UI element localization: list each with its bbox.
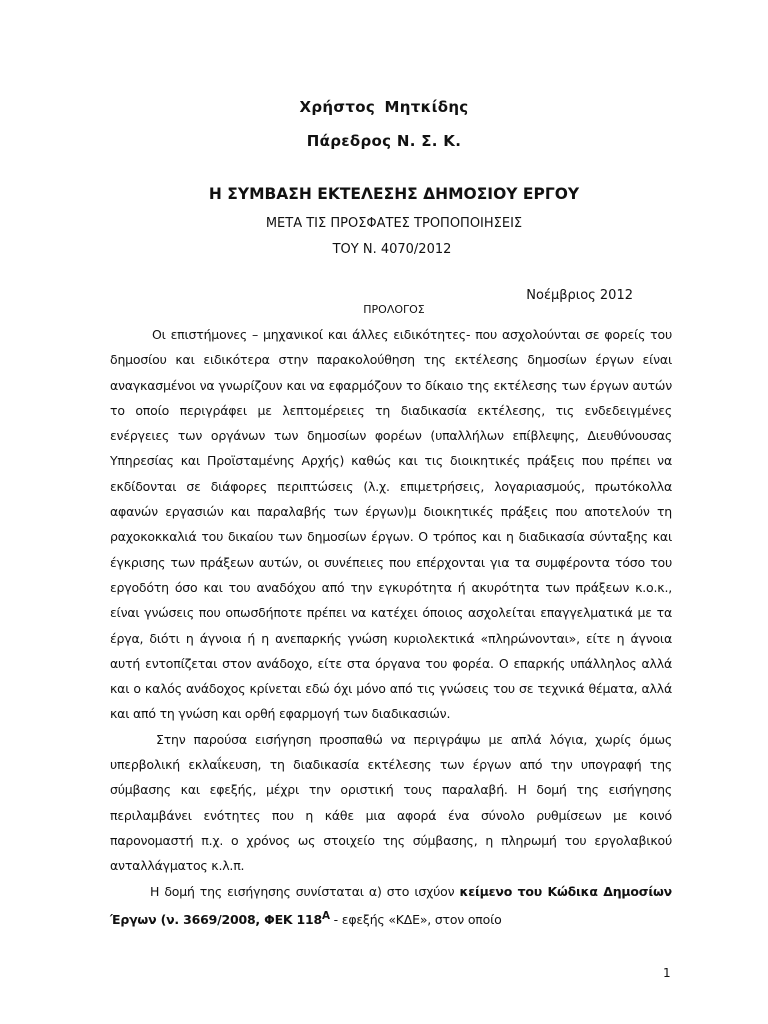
paragraph-1: Οι επιστήμονες – μηχανικοί και άλλες ειδικότητες- που ασχολούνται σε φορείς του δημοσίου και ειδικότερα στην παρακολούθηση της εκτέλεσης δημοσίων έργων είναι αναγκασμένοι να γνωρίζουν και να εφαρμόζουν το δίκαιο της εκτέλεσης των έργων αυτών το οποίο περιγράφει με λεπτομέρειες τη διαδικασία εκτέλεσης, τις ενδεδειγμένες ενέργειες των οργάνων των δημοσίων φορέων (υπαλλήλων επίβλεψης, Διευθύνουσας Υπηρεσίας και Προϊσταμένης Αρχής) καθώς και τις διοικητικές πράξεις που πρέπει να εκδίδονται σε διάφορες περιπτώσεις (λ.χ. επιμετρήσεις, λογαριασμούς, πρωτόκολλα αφανών εργασιών και παραλαβής των έργων)μ διοικητικές πράξεις που αποτελούν τη ραχοκοκκαλιά του δικαίου των δημοσίων έργων. Ο τρόπος και η διαδικασία σύνταξης και έγκρισης των πράξεων αυτών, οι συνέπειες που επέρχονται για τα συμφέροντα τόσο του εργοδότη όσο και του αναδόχου από την εγκυρότητα ή ακυρότητα των πράξεων κ.ο.κ., είναι γνώσεις που οπωσδήποτε πρέπει να κατέχει όποιος ασχολείται επαγγελματικά με τα έργα, διότι η άγνοια ή η ανεπαρκής γνώση κυριολεκτικά «πληρώνονται», είτε η άγνοια αυτή εντοπίζεται στον ανάδοχο, είτε στα όργανα του φορέα. Ο επαρκής υπάλληλος αλλά και ο καλός ανάδοχος κρίνεται εδώ όχι μόνο από τις γνώσεις του σε τεχνικά θέματα, αλλά και από τη γνώση και ορθή εφαρμογή των διαδικασιών.: [110, 327, 672, 722]
page-number: 1: [663, 966, 671, 980]
document-date: Νοέμβριος 2012: [526, 288, 633, 303]
document-subtitle-law: ΤΟΥ Ν. 4070/2012: [332, 242, 452, 257]
code-reference: κείμενο του Κώδικα Δημοσίων Έργων (ν. 3669/2008, ΦΕΚ 118: [110, 883, 672, 927]
gazette-superscript: Α: [322, 909, 330, 922]
paragraph-3-start: Η δομή της εισήγησης συνίσταται α) στο ισχύον: [150, 883, 460, 899]
section-heading: ΠΡΟΛΟΓΟΣ: [363, 303, 425, 316]
paragraph-3-end: - εφεξής «ΚΔΕ», στον οποίο: [329, 911, 502, 927]
author-position: Πάρεδρος Ν. Σ. Κ.: [306, 132, 462, 150]
paragraph-3: [110, 879, 672, 933]
author-name: Χρήστος Μητκίδης: [299, 98, 469, 116]
document-subtitle: ΜΕΤΑ ΤΙΣ ΠΡΟΣΦΑΤΕΣ ΤΡΟΠΟΠΟΙΗΣΕΙΣ: [265, 216, 523, 231]
paragraph-2: Στην παρούσα εισήγηση προσπαθώ να περιγράψω με απλά λόγια, χωρίς όμως υπερβολική εκλαΐκευση, τη διαδικασία εκτέλεσης των έργων από την υπογραφή της σύμβασης και εφεξής, μέχρι την οριστική τους παραλαβή. Η δομή της εισήγησης περιλαμβάνει ενότητες που η κάθε μια αφορά ένα σύνολο ρυθμίσεων με κοινό παρονομαστή π.χ. ο χρόνος ως στοιχείο της σύμβασης, η πληρωμή του εργολαβικού ανταλλάγματος κ.λ.π.: [110, 731, 672, 874]
body-text: [110, 322, 672, 932]
document-title: Η ΣΥΜΒΑΣΗ ΕΚΤΕΛΕΣΗΣ ΔΗΜΟΣΙΟΥ ΕΡΓΟΥ: [208, 185, 580, 203]
